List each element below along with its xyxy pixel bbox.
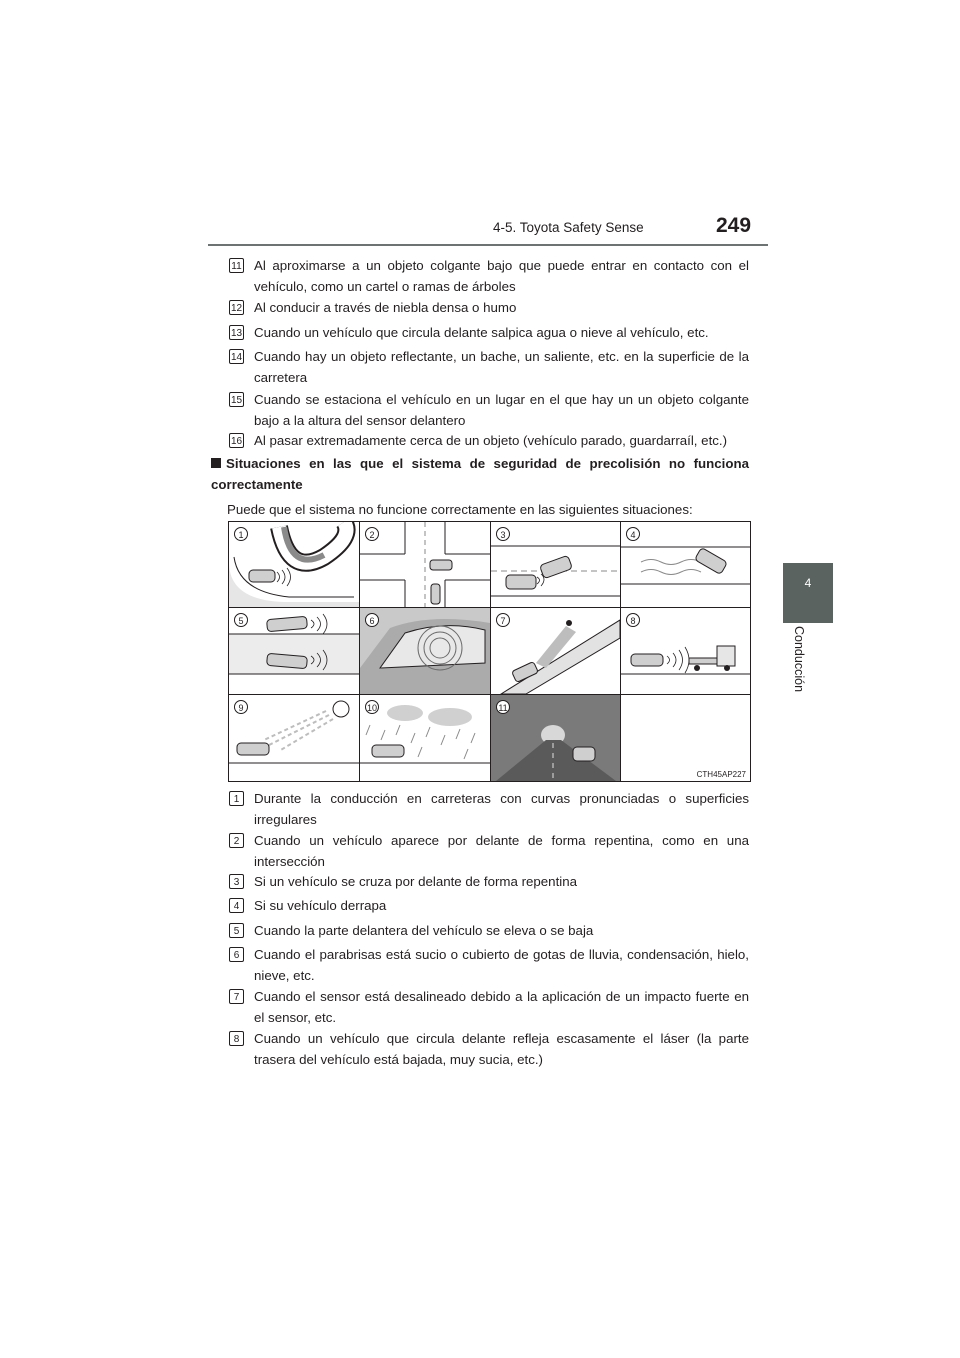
item-text: Al pasar extremadamente cerca de un objeto (vehículo parado, guardarraíl, etc.) xyxy=(254,433,728,448)
list-item xyxy=(229,297,749,318)
pitch-drawing xyxy=(229,608,359,694)
intersection-drawing xyxy=(360,522,490,607)
chapter-label-container xyxy=(786,628,806,714)
item-number-badge: 13 xyxy=(229,325,244,340)
item-text: Si su vehículo derrapa xyxy=(254,898,387,913)
illustration-cell-2 xyxy=(360,522,490,607)
item-number-badge: 1 xyxy=(229,791,244,806)
list-item xyxy=(229,255,749,297)
illustration-cell-7 xyxy=(491,608,620,694)
item-number-badge: 2 xyxy=(229,833,244,848)
heading-square-icon xyxy=(211,458,221,468)
item-text: Cuando la parte delantera del vehículo se eleva o se baja xyxy=(254,923,594,938)
list-item xyxy=(229,944,749,986)
list-item xyxy=(229,788,749,830)
illustration-cell-6 xyxy=(360,608,490,694)
section-heading-text: Situaciones en las que el sistema de seguridad de precolisión no funciona correctamente xyxy=(211,456,749,492)
list-item xyxy=(229,430,749,451)
illustration-number: 3 xyxy=(496,527,510,541)
chapter-tab xyxy=(783,563,833,623)
item-text: Cuando el parabrisas está sucio o cubierto de gotas de lluvia, condensación, hielo, nieve, etc. xyxy=(254,947,749,983)
illustration-number: 11 xyxy=(496,700,510,714)
item-number-badge: 15 xyxy=(229,392,244,407)
misaligned-sensor-drawing xyxy=(491,608,620,694)
list-item xyxy=(229,986,749,1028)
cut-in-drawing xyxy=(491,522,620,607)
item-text: Si un vehículo se cruza por delante de forma repentina xyxy=(254,874,578,889)
section-intro: Puede que el sistema no funcione correctamente en las siguientes situaciones: xyxy=(227,502,693,517)
list-item xyxy=(229,871,749,892)
item-text: Cuando se estaciona el vehículo en un lugar en el que hay un un objeto colgante bajo a la altura del sensor delantero xyxy=(254,392,749,428)
header-divider xyxy=(208,244,768,246)
illustration-cell-1 xyxy=(229,522,359,607)
curve-road-drawing xyxy=(229,522,359,607)
item-text: Durante la conducción en carreteras con curvas pronunciadas o superficies irregulares xyxy=(254,791,749,827)
illustration-cell-8 xyxy=(621,608,750,694)
item-text: Cuando un vehículo que circula delante refleja escasamente el láser (la parte trasera del vehículo está bajada, muy sucia, etc.) xyxy=(254,1031,749,1067)
item-number-badge: 6 xyxy=(229,947,244,962)
list-item xyxy=(229,1028,749,1070)
illustration-number: 2 xyxy=(365,527,379,541)
illustration-number: 1 xyxy=(234,527,248,541)
item-text: Al aproximarse a un objeto colgante bajo que puede entrar en contacto con el vehículo, como un cartel o ramas de árboles xyxy=(254,258,749,294)
item-number-badge: 8 xyxy=(229,1031,244,1046)
chapter-number: 4 xyxy=(804,576,812,590)
section-heading xyxy=(211,453,749,495)
illustration-cell-5 xyxy=(229,608,359,694)
list-item xyxy=(229,830,749,872)
skid-drawing xyxy=(621,522,750,607)
item-number-badge: 12 xyxy=(229,300,244,315)
item-number-badge: 4 xyxy=(229,898,244,913)
illustration-number: 4 xyxy=(626,527,640,541)
figure-code: CTH45AP227 xyxy=(696,770,746,779)
illustration-number: 5 xyxy=(234,613,248,627)
item-number-badge: 3 xyxy=(229,874,244,889)
page-number: 249 xyxy=(716,214,752,237)
tunnel-drawing xyxy=(491,695,620,781)
header-section-title: 4-5. Toyota Safety Sense xyxy=(493,220,644,235)
illustration-number: 7 xyxy=(496,613,510,627)
list-item xyxy=(229,895,749,916)
item-number-badge: 11 xyxy=(229,258,244,273)
list-item xyxy=(229,389,749,431)
item-text: Cuando el sensor está desalineado debido a la aplicación de un impacto fuerte en el sensor, etc. xyxy=(254,989,749,1025)
item-number-badge: 16 xyxy=(229,433,244,448)
item-text: Cuando hay un objeto reflectante, un bache, un saliente, etc. en la superficie de la carretera xyxy=(254,349,749,385)
illustration-cell-4 xyxy=(621,522,750,607)
rain-drawing xyxy=(360,695,490,781)
item-number-badge: 14 xyxy=(229,349,244,364)
item-text: Cuando un vehículo que circula delante salpica agua o nieve al vehículo, etc. xyxy=(254,325,709,340)
sunlight-drawing xyxy=(229,695,359,781)
item-number-badge: 5 xyxy=(229,923,244,938)
chapter-label: Conducción xyxy=(792,626,806,693)
illustration-number: 9 xyxy=(234,700,248,714)
illustration-cell-9 xyxy=(229,695,359,781)
illustration-number: 6 xyxy=(365,613,379,627)
illustration-number: 10 xyxy=(365,700,379,714)
list-item xyxy=(229,346,749,388)
item-number-badge: 7 xyxy=(229,989,244,1004)
item-text: Al conducir a través de niebla densa o humo xyxy=(254,300,517,315)
illustration-cell-10 xyxy=(360,695,490,781)
item-text: Cuando un vehículo aparece por delante de forma repentina, como en una intersección xyxy=(254,833,749,869)
list-item xyxy=(229,920,749,941)
list-item xyxy=(229,322,749,343)
situations-illustration xyxy=(228,521,751,782)
truck-drawing xyxy=(621,608,750,694)
illustration-number: 8 xyxy=(626,613,640,627)
illustration-cell-3 xyxy=(491,522,620,607)
windshield-drawing xyxy=(360,608,490,694)
illustration-cell-11 xyxy=(491,695,620,781)
